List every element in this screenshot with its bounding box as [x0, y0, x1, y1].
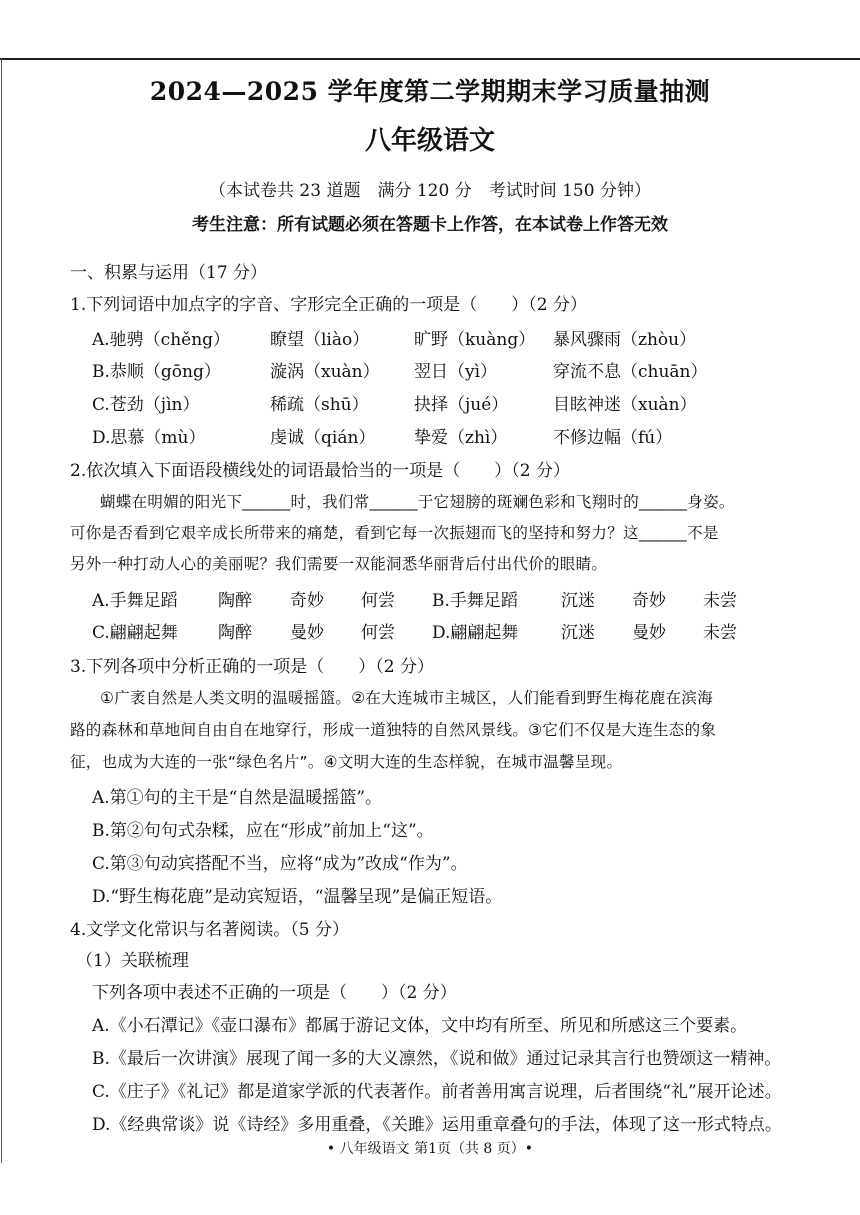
q3-passage-line: 征，也成为大连的一张“绿色名片”。④文明大连的生态样貌，在城市温馨呈现。: [70, 753, 623, 771]
q3-passage-line: ①广袤自然是人类文明的温暖摇篮。②在大连城市主城区，人们能看到野生梅花鹿在滨海: [100, 689, 713, 707]
q1-option-c-4: 目眩神迷（xuàn）: [553, 395, 697, 415]
q1-option-b-2: 漩涡（xuàn）: [270, 362, 380, 382]
exam-notice: 考生注意：所有试题必须在答题卡上作答，在本试卷上作答无效: [192, 215, 668, 235]
q3-option-c: C.第③句动宾搭配不当，应将“成为”改成“作为”。: [92, 854, 468, 874]
q2-passage-line: 可你是否看到它艰辛成长所带来的痛楚，看到它每一次振翅而飞的坚持和努力？这______不是: [70, 524, 719, 542]
q4-option-c: C.《庄子》《礼记》都是道家学派的代表著作。前者善用寓言说理，后者围绕“礼”展开论述。: [92, 1082, 782, 1102]
q4-option-b: B.《最后一次讲演》展现了闻一多的大义凛然，《说和做》通过记录其言行也赞颂这一精神。: [92, 1049, 782, 1069]
page-footer: • 八年级语文 第1页（共 8 页）•: [326, 1141, 534, 1157]
q2-option-c-3: 曼妙: [290, 623, 324, 643]
q1-option-d-3: 挚爱（zhì）: [414, 428, 508, 448]
q2-option-b-1: B.手舞足蹈: [432, 591, 518, 611]
q4-option-d: D.《经典常谈》说《诗经》多用重叠，《关雎》运用重章叠句的手法，体现了这一形式特点。: [92, 1115, 782, 1135]
q4-option-a: A.《小石潭记》《壶口瀑布》都属于游记文体，文中均有所至、所见和所感这三个要素。: [92, 1016, 748, 1036]
exam-info: （本试卷共 23 道题 满分 120 分 考试时间 150 分钟）: [209, 181, 651, 201]
q2-option-d-1: D.翩翩起舞: [432, 623, 519, 643]
subject-title: 八年级语文: [364, 126, 495, 156]
q1-option-d-2: 虔诚（qián）: [270, 428, 376, 448]
q2-option-c-4: 何尝: [361, 623, 395, 643]
section-heading: 一、积累与运用（17 分）: [70, 263, 268, 283]
page-top-border: [0, 58, 860, 60]
q2-option-c-2: 陶醉: [218, 623, 252, 643]
q2-option-b-3: 奇妙: [632, 591, 666, 611]
q3-passage-line: 路的森林和草地间自由自在地穿行，形成一道独特的自然风景线。③它们不仅是大连生态的象: [70, 721, 717, 739]
q1-option-d-1: D.思慕（mù）: [92, 428, 206, 448]
q1-option-c-2: 稀疏（shū）: [270, 395, 369, 415]
q2-option-a-2: 陶醉: [218, 591, 252, 611]
q1-option-b-1: B.恭顺（gōng）: [92, 362, 221, 382]
q4-sub1-label: （1）关联梳理: [76, 951, 189, 971]
question-3-stem: 3.下列各项中分析正确的一项是（ ）（2 分）: [70, 657, 434, 677]
question-1-stem: 1.下列词语中加点字的字音、字形完全正确的一项是（ ）（2 分）: [70, 295, 587, 315]
q1-option-c-1: C.苍劲（jìn）: [92, 395, 200, 415]
question-4-stem: 4.文学文化常识与名著阅读。（5 分）: [70, 920, 349, 940]
q1-option-a-3: 旷野（kuàng）: [414, 330, 536, 350]
q1-option-a-4: 暴风骤雨（zhòu）: [553, 330, 697, 350]
question-2-stem: 2.依次填入下面语段横线处的词语最恰当的一项是（ ）（2 分）: [70, 461, 570, 481]
q3-option-a: A.第①句的主干是“自然是温暖摇篮”。: [92, 788, 383, 808]
q2-option-a-4: 何尝: [361, 591, 395, 611]
q2-passage-line: 另外一种打动人心的美丽呢？我们需要一双能洞悉华丽背后付出代价的眼睛。: [70, 555, 608, 573]
q1-option-d-4: 不修边幅（fú）: [553, 428, 673, 448]
q2-option-b-2: 沉迷: [561, 591, 595, 611]
q2-option-b-4: 未尝: [703, 591, 737, 611]
q1-option-c-3: 抉择（jué）: [414, 395, 509, 415]
q2-option-d-4: 未尝: [703, 623, 737, 643]
q2-option-a-3: 奇妙: [290, 591, 324, 611]
q4-sub1-stem: 下列各项中表述不正确的一项是（ ）（2 分）: [92, 983, 457, 1003]
q1-option-a-1: A.驰骋（chěng）: [92, 330, 231, 350]
q3-option-d: D.“野生梅花鹿”是动宾短语，“温馨呈现”是偏正短语。: [92, 887, 503, 907]
q2-option-a-1: A.手舞足蹈: [92, 591, 178, 611]
q1-option-a-2: 瞭望（liào）: [270, 330, 370, 350]
q2-passage-line: 蝴蝶在明媚的阳光下______时，我们常______于它翅膀的斑斓色彩和飞翔时的______身姿。: [100, 493, 735, 511]
exam-title: 2024—2025 学年度第二学期期末学习质量抽测: [149, 77, 711, 106]
q3-option-b: B.第②句句式杂糅，应在“形成”前加上“这”。: [92, 821, 434, 841]
q2-option-c-1: C.翩翩起舞: [92, 623, 178, 643]
q1-option-b-4: 穿流不息（chuān）: [553, 362, 708, 382]
q1-option-b-3: 翌日（yì）: [414, 362, 498, 382]
q2-option-d-3: 曼妙: [632, 623, 666, 643]
q2-option-d-2: 沉迷: [561, 623, 595, 643]
